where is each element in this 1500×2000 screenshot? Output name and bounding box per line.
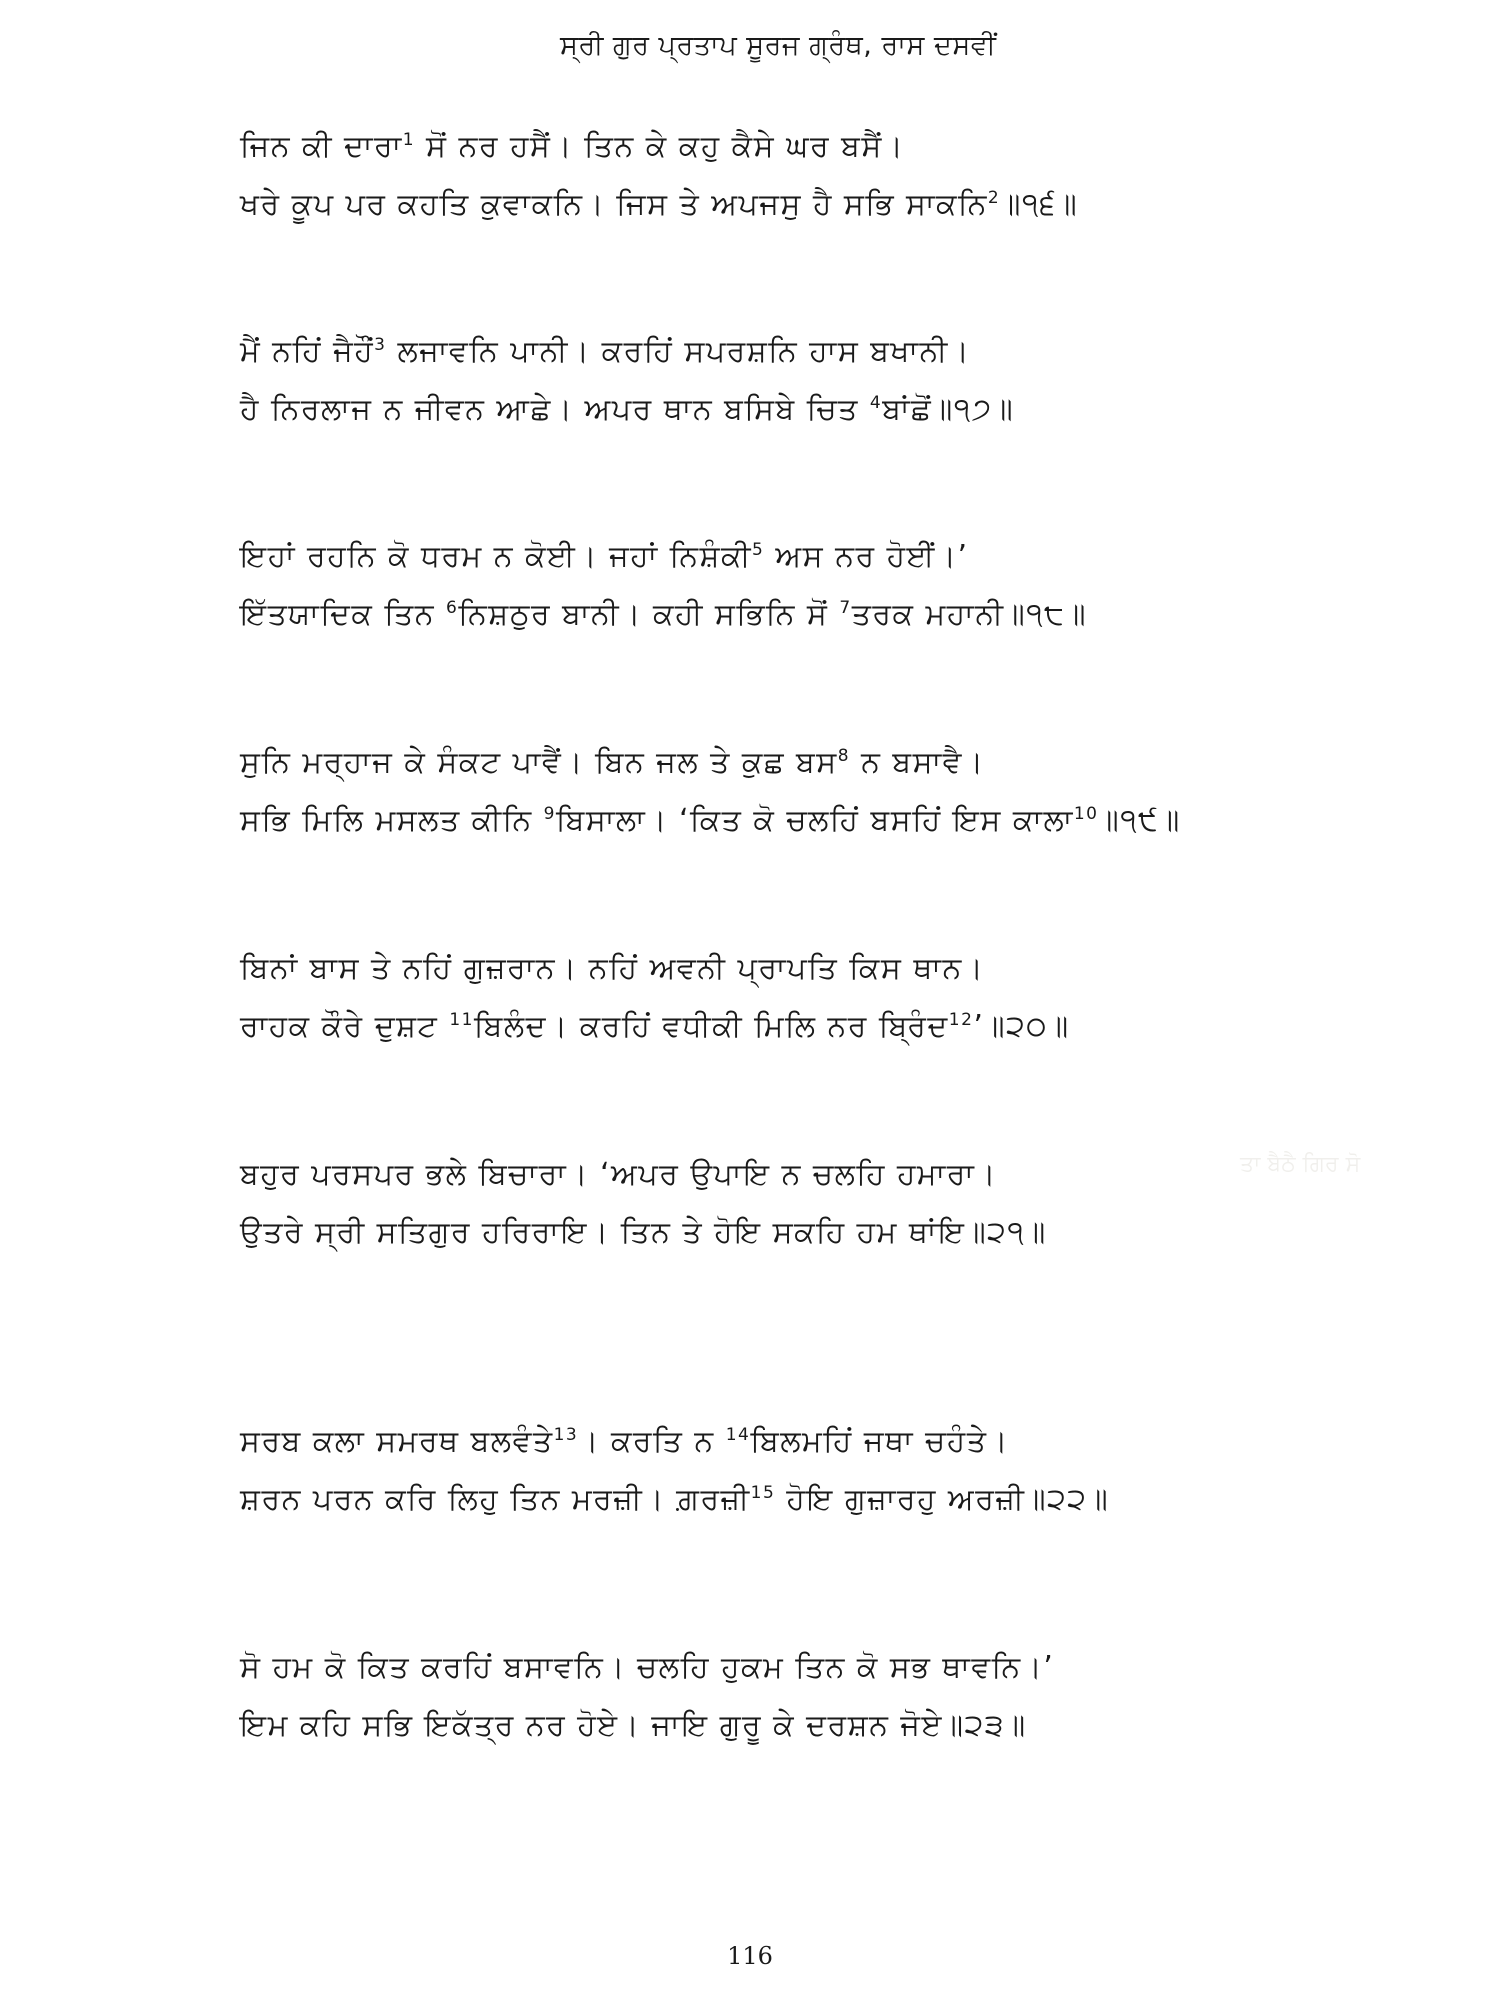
verse-text: ਨਿਸ਼ਠੁਰ ਬਾਨੀ। ਕਹੀ ਸਭਿਨਿ ਸੋਂ [458, 597, 840, 632]
verse-line [240, 1697, 1400, 1755]
footnote-marker: 7 [839, 598, 852, 618]
stanza [240, 323, 1400, 439]
footnote-marker: 12 [948, 1010, 974, 1030]
verse-text: ਰਾਹਕ ਕੌਰੇ ਦੁਸ਼ਟ [240, 1009, 450, 1044]
verse-text: ਖਰੇ ਕੂਪ ਪਰ ਕਹਤਿ ਕੁਵਾਕਨਿ। ਜਿਸ ਤੇ ਅਪਜਸੁ ਹੈ ਸਭਿ ਸਾਕਨਿ [240, 187, 988, 222]
verse-text: ॥੧੬॥ [1000, 187, 1079, 222]
verse-text: ਬਿਸਾਲਾ। ‘ਕਿਤ ਕੋ ਚਲਹਿਂ ਬਸਹਿਂ ਇਸ ਕਾਲਾ [555, 803, 1074, 838]
verse-line [240, 792, 1400, 850]
footnote-marker: 5 [752, 540, 765, 560]
verse-text: ਅਸ ਨਰ ਹੋਈਂ।’ [764, 539, 969, 574]
verse-text: ਬਿਲੰਦ। ਕਰਹਿਂ ਵਧੀਕੀ ਮਿਲਿ ਨਰ ਬ੍ਰਿੰਦ [473, 1009, 949, 1044]
verse-line [240, 1204, 1400, 1262]
bleed-through-text: ਤਾ ਬੈਠੈ ਗਿਰ ਸੋ [1240, 1152, 1361, 1177]
stanza [240, 1639, 1400, 1755]
footnote-marker: 4 [869, 393, 883, 413]
verse-line [240, 118, 1400, 176]
stanza [240, 118, 1400, 234]
verse-line [240, 1146, 1400, 1204]
verse-text: ॥੧੯॥ [1098, 803, 1181, 838]
verse-line [240, 528, 1400, 586]
stanza [240, 734, 1400, 850]
stanza [240, 940, 1400, 1056]
stanza [240, 528, 1400, 644]
verse-line [240, 586, 1400, 644]
verse-text: ਸ਼ਰਨ ਪਰਨ ਕਰਿ ਲਿਹੁ ਤਿਨ ਮਰਜ਼ੀ। ਗ਼ਰਜ਼ੀ [240, 1482, 751, 1517]
verse-text: ਮੈਂ ਨਹਿਂ ਜੈਹੌਂ [240, 334, 375, 369]
footnote-marker: 1 [402, 130, 416, 150]
verse-text: ਸੋਂ ਨਰ ਹਸੈਂ। ਤਿਨ ਕੇ ਕਹੁ ਕੈਸੇ ਘਰ ਬਸੈਂ। [415, 129, 905, 164]
verse-text: ਸਰਬ ਕਲਾ ਸਮਰਥ ਬਲਵੰਤੇ [240, 1424, 554, 1459]
verse-line [240, 940, 1400, 998]
verse-line [240, 176, 1400, 234]
verse-text: ’॥੨੦॥ [973, 1009, 1070, 1044]
footnote-marker: 2 [987, 188, 1001, 208]
footnote-marker: 8 [837, 746, 851, 766]
verse-line [240, 734, 1400, 792]
verse-text: ਬਿਨਾਂ ਬਾਸ ਤੇ ਨਹਿਂ ਗੁਜ਼ਰਾਨ। ਨਹਿਂ ਅਵਨੀ ਪ੍ਰਾਪਤਿ ਕਿਸ ਥਾਨ। [240, 951, 985, 986]
verse-text: ਇੱਤਯਾਦਿਕ ਤਿਨ [240, 597, 447, 632]
verse-line [240, 1639, 1400, 1697]
verse-text: ਹੈ ਨਿਰਲਾਜ ਨ ਜੀਵਨ ਆਛੇ। ਅਪਰ ਥਾਨ ਬਸਿਬੇ ਚਿਤ [240, 392, 870, 427]
verse-text: ਲਜਾਵਨਿ ਪਾਨੀ। ਕਰਹਿਂ ਸਪਰਸ਼ਨਿ ਹਾਸ ਬਖਾਨੀ। [386, 334, 971, 369]
stanza [240, 1413, 1400, 1529]
verse-text: ਉਤਰੇ ਸ੍ਰੀ ਸਤਿਗੁਰ ਹਰਿਰਾਇ। ਤਿਨ ਤੇ ਹੋਇ ਸਕਹਿ ਹਮ ਥਾਂਇ॥੨੧॥ [240, 1215, 1047, 1250]
footnote-marker: 3 [374, 335, 387, 355]
verse-text: ਨ ਬਸਾਵੈ। [850, 745, 985, 780]
verse-text: ਇਮ ਕਹਿ ਸਭਿ ਇਕੱਤ੍ਰ ਨਰ ਹੋਏ। ਜਾਇ ਗੁਰੂ ਕੇ ਦਰਸ਼ਨ ਜੋਏ॥੨੩॥ [240, 1708, 1027, 1743]
verse-text: ਸਭਿ ਮਿਲਿ ਮਸਲਤ ਕੀਨਿ [240, 803, 544, 838]
verse-text: । ਕਰਤਿ ਨ [578, 1424, 726, 1459]
verse-line [240, 1471, 1400, 1529]
running-header: ਸ੍ਰੀ ਗੁਰ ਪ੍ਰਤਾਪ ਸੂਰਜ ਗ੍ਰੰਥ, ਰਾਸ ਦਸਵੀਂ [560, 30, 997, 61]
verse-line [240, 1413, 1400, 1471]
footnote-marker: 15 [750, 1483, 776, 1503]
verse-line [240, 323, 1400, 381]
page-number: 116 [727, 1942, 773, 1970]
verse-text: ਬਿਲਮਹਿਂ ਜਥਾ ਚਹੰਤੇ। [750, 1424, 1010, 1459]
verse-text: ਤਰਕ ਮਹਾਨੀ॥੧੮॥ [851, 597, 1088, 632]
footnote-marker: 6 [446, 598, 459, 618]
verse-text: ਬਾਂਛੋਂ॥੧੭॥ [882, 392, 1015, 427]
verse-text: ਜਿਨ ਕੀ ਦਾਰਾ [240, 129, 403, 164]
footnote-marker: 9 [543, 804, 556, 824]
footnote-marker: 13 [553, 1425, 579, 1445]
verse-text: ਇਹਾਂ ਰਹਨਿ ਕੋ ਧਰਮ ਨ ਕੋਈ। ਜਹਾਂ ਨਿਸ਼ੰਕੀ [240, 539, 753, 574]
verse-line [240, 998, 1400, 1056]
verse-text: ਹੋਇ ਗੁਜ਼ਾਰਹੁ ਅਰਜ਼ੀ॥੨੨॥ [775, 1482, 1110, 1517]
verse-text: ਸੁਨਿ ਮਰ੍ਹਾਜ ਕੇ ਸੰਕਟ ਪਾਵੈਂ। ਬਿਨ ਜਲ ਤੇ ਕੁਛ ਬਸ [240, 745, 838, 780]
verse-line [240, 381, 1400, 439]
verse-text: ਸੋ ਹਮ ਕੋ ਕਿਤ ਕਰਹਿਂ ਬਸਾਵਨਿ। ਚਲਹਿ ਹੁਕਮ ਤਿਨ ਕੋ ਸਭ ਥਾਵਨਿ।’ [240, 1650, 1055, 1685]
footnote-marker: 14 [725, 1425, 751, 1445]
verse-text: ਬਹੁਰ ਪਰਸਪਰ ਭਲੇ ਬਿਚਾਰਾ। ‘ਅਪਰ ਉਪਾਇ ਨ ਚਲਹਿ ਹਮਾਰਾ। [240, 1157, 998, 1192]
stanza [240, 1146, 1400, 1262]
footnote-marker: 10 [1073, 804, 1099, 824]
footnote-marker: 11 [449, 1010, 474, 1030]
